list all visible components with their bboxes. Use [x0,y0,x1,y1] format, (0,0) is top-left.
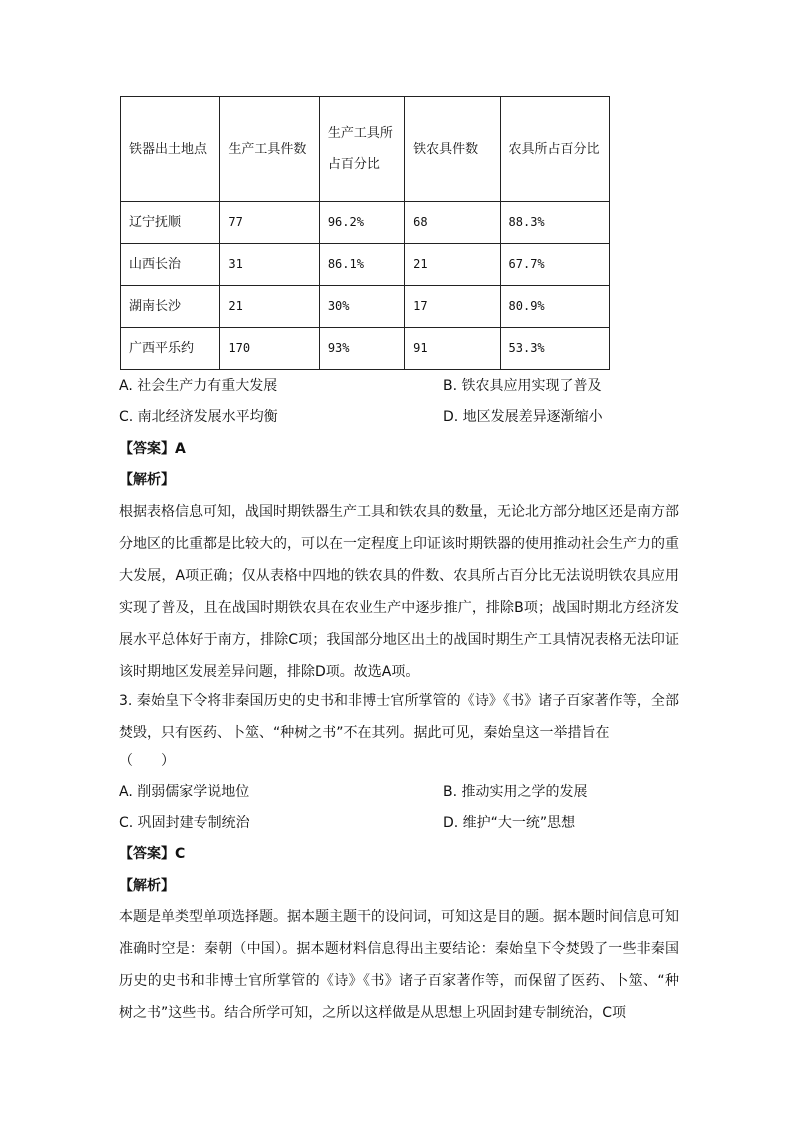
q2-analysis-text: 根据表格信息可知，战国时期铁器生产工具和铁农具的数量，无论北方部分地区还是南方部分地区的比重都是比较大的，可以在一定程度上印证该时期铁器的使用推动社会生产力的重大发展，A项正确；仅从表格中四地的铁农具的件数、农具所占百分比无法说明铁农具应用实现了普及，且在战国时期铁农具在农业生产中逐步推广，排除B项；战国时期北方经济发展水平总体好于南方，排除C项；我国部分地区出土的战国时期生产工具情况表格无法印证该时期地区发展差异问题，排除D项。故选A项。 [119,504,679,680]
q3-answer: 【答案】C [119,846,186,862]
q2-answer: 【答案】A [119,441,186,457]
table-cell: 30% [319,286,404,328]
table-cell: 17 [405,286,500,328]
q2-option-a: A. 社会生产力有重大发展 [119,378,278,394]
table-cell: 21 [220,286,319,328]
q3-analysis-text: 本题是单类型单项选择题。据本题主题干的设问词，可知这是目的题。据本题时间信息可知准确时空是：秦朝（中国）。据本题材料信息得出主要结论：秦始皇下令焚毁了一些非秦国历史的史书和非博士官所掌管的《诗》《书》诸子百家著作等，而保留了医药、卜筮、“种树之书”这些书。结合所学可知，之所以这样做是从思想上巩固封建专制统治，C项 [119,909,679,1021]
q3-option-b: B. 推动实用之学的发展 [443,784,588,800]
table-cell: 170 [220,328,319,370]
q3-option-c: C. 巩固封建专制统治 [119,815,250,831]
q2-option-b: B. 铁农具应用实现了普及 [443,378,602,394]
table-cell: 88.3% [500,202,609,244]
q2-option-d: D. 地区发展差异逐渐缩小 [443,409,603,425]
table-cell: 96.2% [319,202,404,244]
q3-analysis-label: 【解析】 [119,878,175,894]
table-row [121,244,610,286]
table-row [121,286,610,328]
q3-option-d: D. 维护“大一统”思想 [443,815,576,831]
header-cell-tool-count: 生产工具件数 [220,97,319,202]
q2-option-c: C. 南北经济发展水平均衡 [119,409,278,425]
table-cell: 93% [319,328,404,370]
table-cell: 31 [220,244,319,286]
table-cell: 广西平乐约 [121,328,220,370]
table-cell: 86.1% [319,244,404,286]
iron-artifacts-table [120,96,610,370]
table-row [121,328,610,370]
header-cell-farm-tool-count: 铁农具件数 [405,97,500,202]
q3-stem: 3. 秦始皇下令将非秦国历史的史书和非博士官所掌管的《诗》《书》诸子百家著作等，全部焚毁，只有医药、卜筮、“种树之书”不在其列。据此可见，秦始皇这一举措旨在 [119,693,679,741]
table-cell: 91 [405,328,500,370]
q3-paren: （ ） [119,753,175,769]
table-cell: 68 [405,202,500,244]
header-cell-location: 铁器出土地点 [121,97,220,202]
table-cell: 山西长治 [121,244,220,286]
header-cell-farm-tool-percent: 农具所占百分比 [500,97,609,202]
table-cell: 80.9% [500,286,609,328]
table-cell: 67.7% [500,244,609,286]
table-cell: 53.3% [500,328,609,370]
q3-option-a: A. 削弱儒家学说地位 [119,784,250,800]
table-row [121,202,610,244]
table-cell: 湖南长沙 [121,286,220,328]
header-cell-tool-percent: 生产工具所占百分比 [319,97,404,202]
table-cell: 辽宁抚顺 [121,202,220,244]
table-header-row [121,97,610,202]
table-cell: 21 [405,244,500,286]
q2-analysis-label: 【解析】 [119,472,175,488]
table-cell: 77 [220,202,319,244]
